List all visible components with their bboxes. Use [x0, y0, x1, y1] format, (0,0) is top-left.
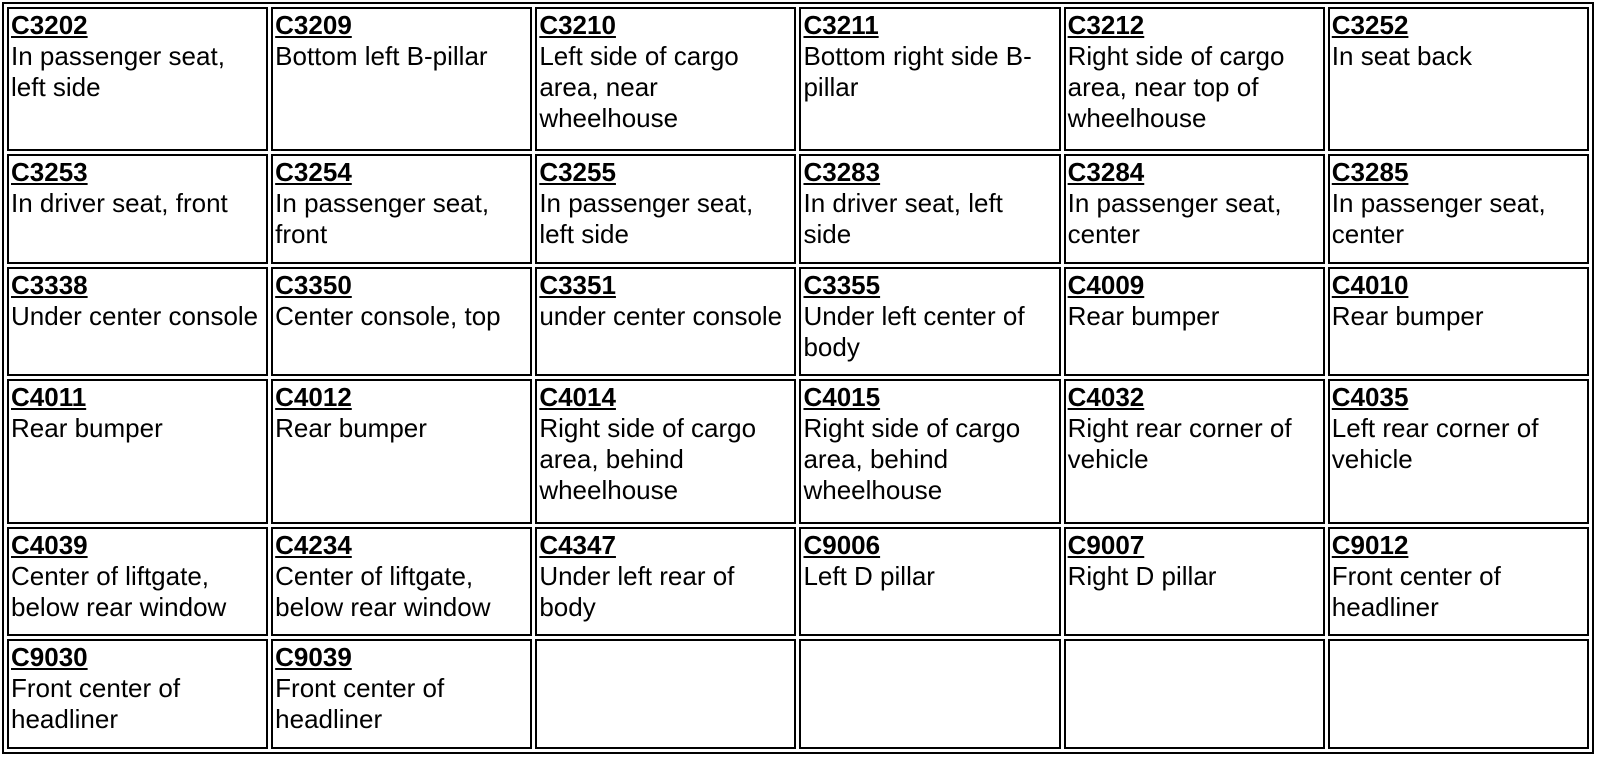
connector-location: Right side of cargo area, behind wheelhouse	[803, 413, 1021, 506]
empty-cell	[1064, 639, 1325, 749]
connector-location: In seat back	[1331, 41, 1472, 71]
connector-location: Left D pillar	[803, 560, 935, 591]
connector-code-link[interactable]: C4039	[11, 529, 88, 560]
connector-location: In passenger seat, center	[1331, 188, 1546, 250]
table-cell	[1064, 7, 1325, 151]
table-cell	[271, 379, 532, 523]
table-cell	[799, 527, 1060, 637]
empty-cell	[535, 639, 796, 749]
connector-code-link[interactable]: C3350	[275, 269, 352, 300]
empty-cell	[1328, 639, 1589, 749]
connector-code-link[interactable]: C4010	[1331, 269, 1409, 300]
connector-code-link[interactable]: C9030	[11, 642, 88, 673]
connector-code-link[interactable]: C4011	[11, 382, 87, 413]
connector-code-link[interactable]: C4015	[803, 382, 881, 413]
connector-location: Right side of cargo area, near top of wheelhouse	[1067, 41, 1285, 133]
connector-location: Left side of cargo area, near wheelhouse	[539, 41, 739, 133]
connector-location: Right D pillar	[1067, 560, 1217, 591]
connector-code-link[interactable]: C3285	[1331, 157, 1409, 188]
connector-location: Center of liftgate, below rear window	[275, 560, 491, 622]
table-cell	[271, 527, 532, 637]
connector-location: Right side of cargo area, behind wheelhouse	[539, 413, 757, 506]
table-cell	[1064, 154, 1325, 264]
connector-code-link[interactable]: C9006	[803, 529, 881, 560]
connector-code-link[interactable]: C3355	[803, 269, 881, 300]
table-cell	[271, 639, 532, 749]
connector-code-link[interactable]: C3212	[1067, 10, 1145, 40]
table-row	[7, 154, 1589, 264]
table-row	[7, 527, 1589, 637]
table-cell	[1328, 267, 1589, 377]
connector-location: In passenger seat, center	[1067, 188, 1282, 250]
connector-code-link[interactable]: C3255	[539, 157, 616, 188]
table-cell	[535, 7, 796, 151]
connector-code-link[interactable]: C3252	[1331, 10, 1409, 40]
connector-location: Center console, top	[275, 300, 501, 331]
connector-code-link[interactable]: C4032	[1067, 382, 1145, 413]
table-cell	[1064, 379, 1325, 523]
table-cell	[7, 639, 268, 749]
connector-code-link[interactable]: C3209	[275, 10, 352, 40]
table-cell	[7, 379, 268, 523]
table-cell	[7, 267, 268, 377]
connector-location: Front center of headliner	[1331, 560, 1501, 622]
connector-code-link[interactable]: C3351	[539, 269, 616, 300]
connector-location: Bottom left B-pillar	[275, 41, 488, 71]
table-cell	[1328, 7, 1589, 151]
table-cell	[7, 154, 268, 264]
connector-code-link[interactable]: C3202	[11, 10, 88, 40]
connector-code-link[interactable]: C4035	[1331, 382, 1409, 413]
connector-code-link[interactable]: C4014	[539, 382, 616, 413]
connector-location: In driver seat, front	[11, 188, 228, 219]
connector-location: Rear bumper	[11, 413, 163, 444]
table-cell	[1328, 379, 1589, 523]
table-cell	[535, 527, 796, 637]
connector-code-link[interactable]: C3254	[275, 157, 352, 188]
connector-code-link[interactable]: C4234	[275, 529, 352, 560]
table-cell	[799, 154, 1060, 264]
connector-location: Bottom right side B-pillar	[803, 41, 1032, 102]
table-cell	[535, 154, 796, 264]
connector-code-link[interactable]: C3338	[11, 269, 88, 300]
connector-code-link[interactable]: C9039	[275, 642, 352, 673]
connector-location: Under left center of body	[803, 300, 1025, 362]
table-cell	[7, 7, 268, 151]
connector-location-table-frame	[2, 2, 1594, 754]
connector-code-link[interactable]: C4012	[275, 382, 352, 413]
table-row	[7, 639, 1589, 749]
table-cell	[1064, 527, 1325, 637]
table-cell	[7, 527, 268, 637]
empty-cell	[799, 639, 1060, 749]
table-row	[7, 379, 1589, 523]
connector-code-link[interactable]: C9012	[1331, 529, 1409, 560]
connector-location: Under center console	[11, 300, 259, 331]
connector-code-link[interactable]: C3211	[803, 10, 879, 40]
table-cell	[535, 379, 796, 523]
connector-location: Left rear corner of vehicle	[1331, 413, 1539, 475]
connector-location: Rear bumper	[1067, 300, 1220, 331]
table-row	[7, 267, 1589, 377]
connector-location: under center console	[539, 300, 783, 331]
connector-location: Front center of headliner	[11, 673, 181, 735]
table-cell	[799, 7, 1060, 151]
connector-location-table	[4, 4, 1592, 752]
connector-code-link[interactable]: C4347	[539, 529, 616, 560]
table-cell	[271, 154, 532, 264]
connector-location: In passenger seat, front	[275, 188, 490, 250]
table-cell	[1064, 267, 1325, 377]
connector-location: Center of liftgate, below rear window	[11, 560, 227, 622]
connector-code-link[interactable]: C3283	[803, 157, 881, 188]
connector-location: Rear bumper	[275, 413, 427, 444]
table-cell	[271, 267, 532, 377]
connector-code-link[interactable]: C3210	[539, 10, 616, 40]
connector-location: Under left rear of body	[539, 560, 735, 622]
connector-location: Right rear corner of vehicle	[1067, 413, 1292, 475]
table-cell	[1328, 154, 1589, 264]
connector-location: In passenger seat, left side	[11, 41, 225, 102]
connector-location: Rear bumper	[1331, 300, 1484, 331]
table-cell	[271, 7, 532, 151]
connector-code-link[interactable]: C4009	[1067, 269, 1145, 300]
table-row	[7, 7, 1589, 151]
connector-location: In driver seat, left side	[803, 188, 1003, 250]
table-cell	[799, 379, 1060, 523]
table-cell	[535, 267, 796, 377]
table-cell	[1328, 527, 1589, 637]
table-cell	[799, 267, 1060, 377]
connector-location: Front center of headliner	[275, 673, 445, 735]
connector-location: In passenger seat, left side	[539, 188, 754, 250]
connector-code-link[interactable]: C9007	[1067, 529, 1145, 560]
connector-code-link[interactable]: C3284	[1067, 157, 1145, 188]
connector-code-link[interactable]: C3253	[11, 157, 88, 188]
